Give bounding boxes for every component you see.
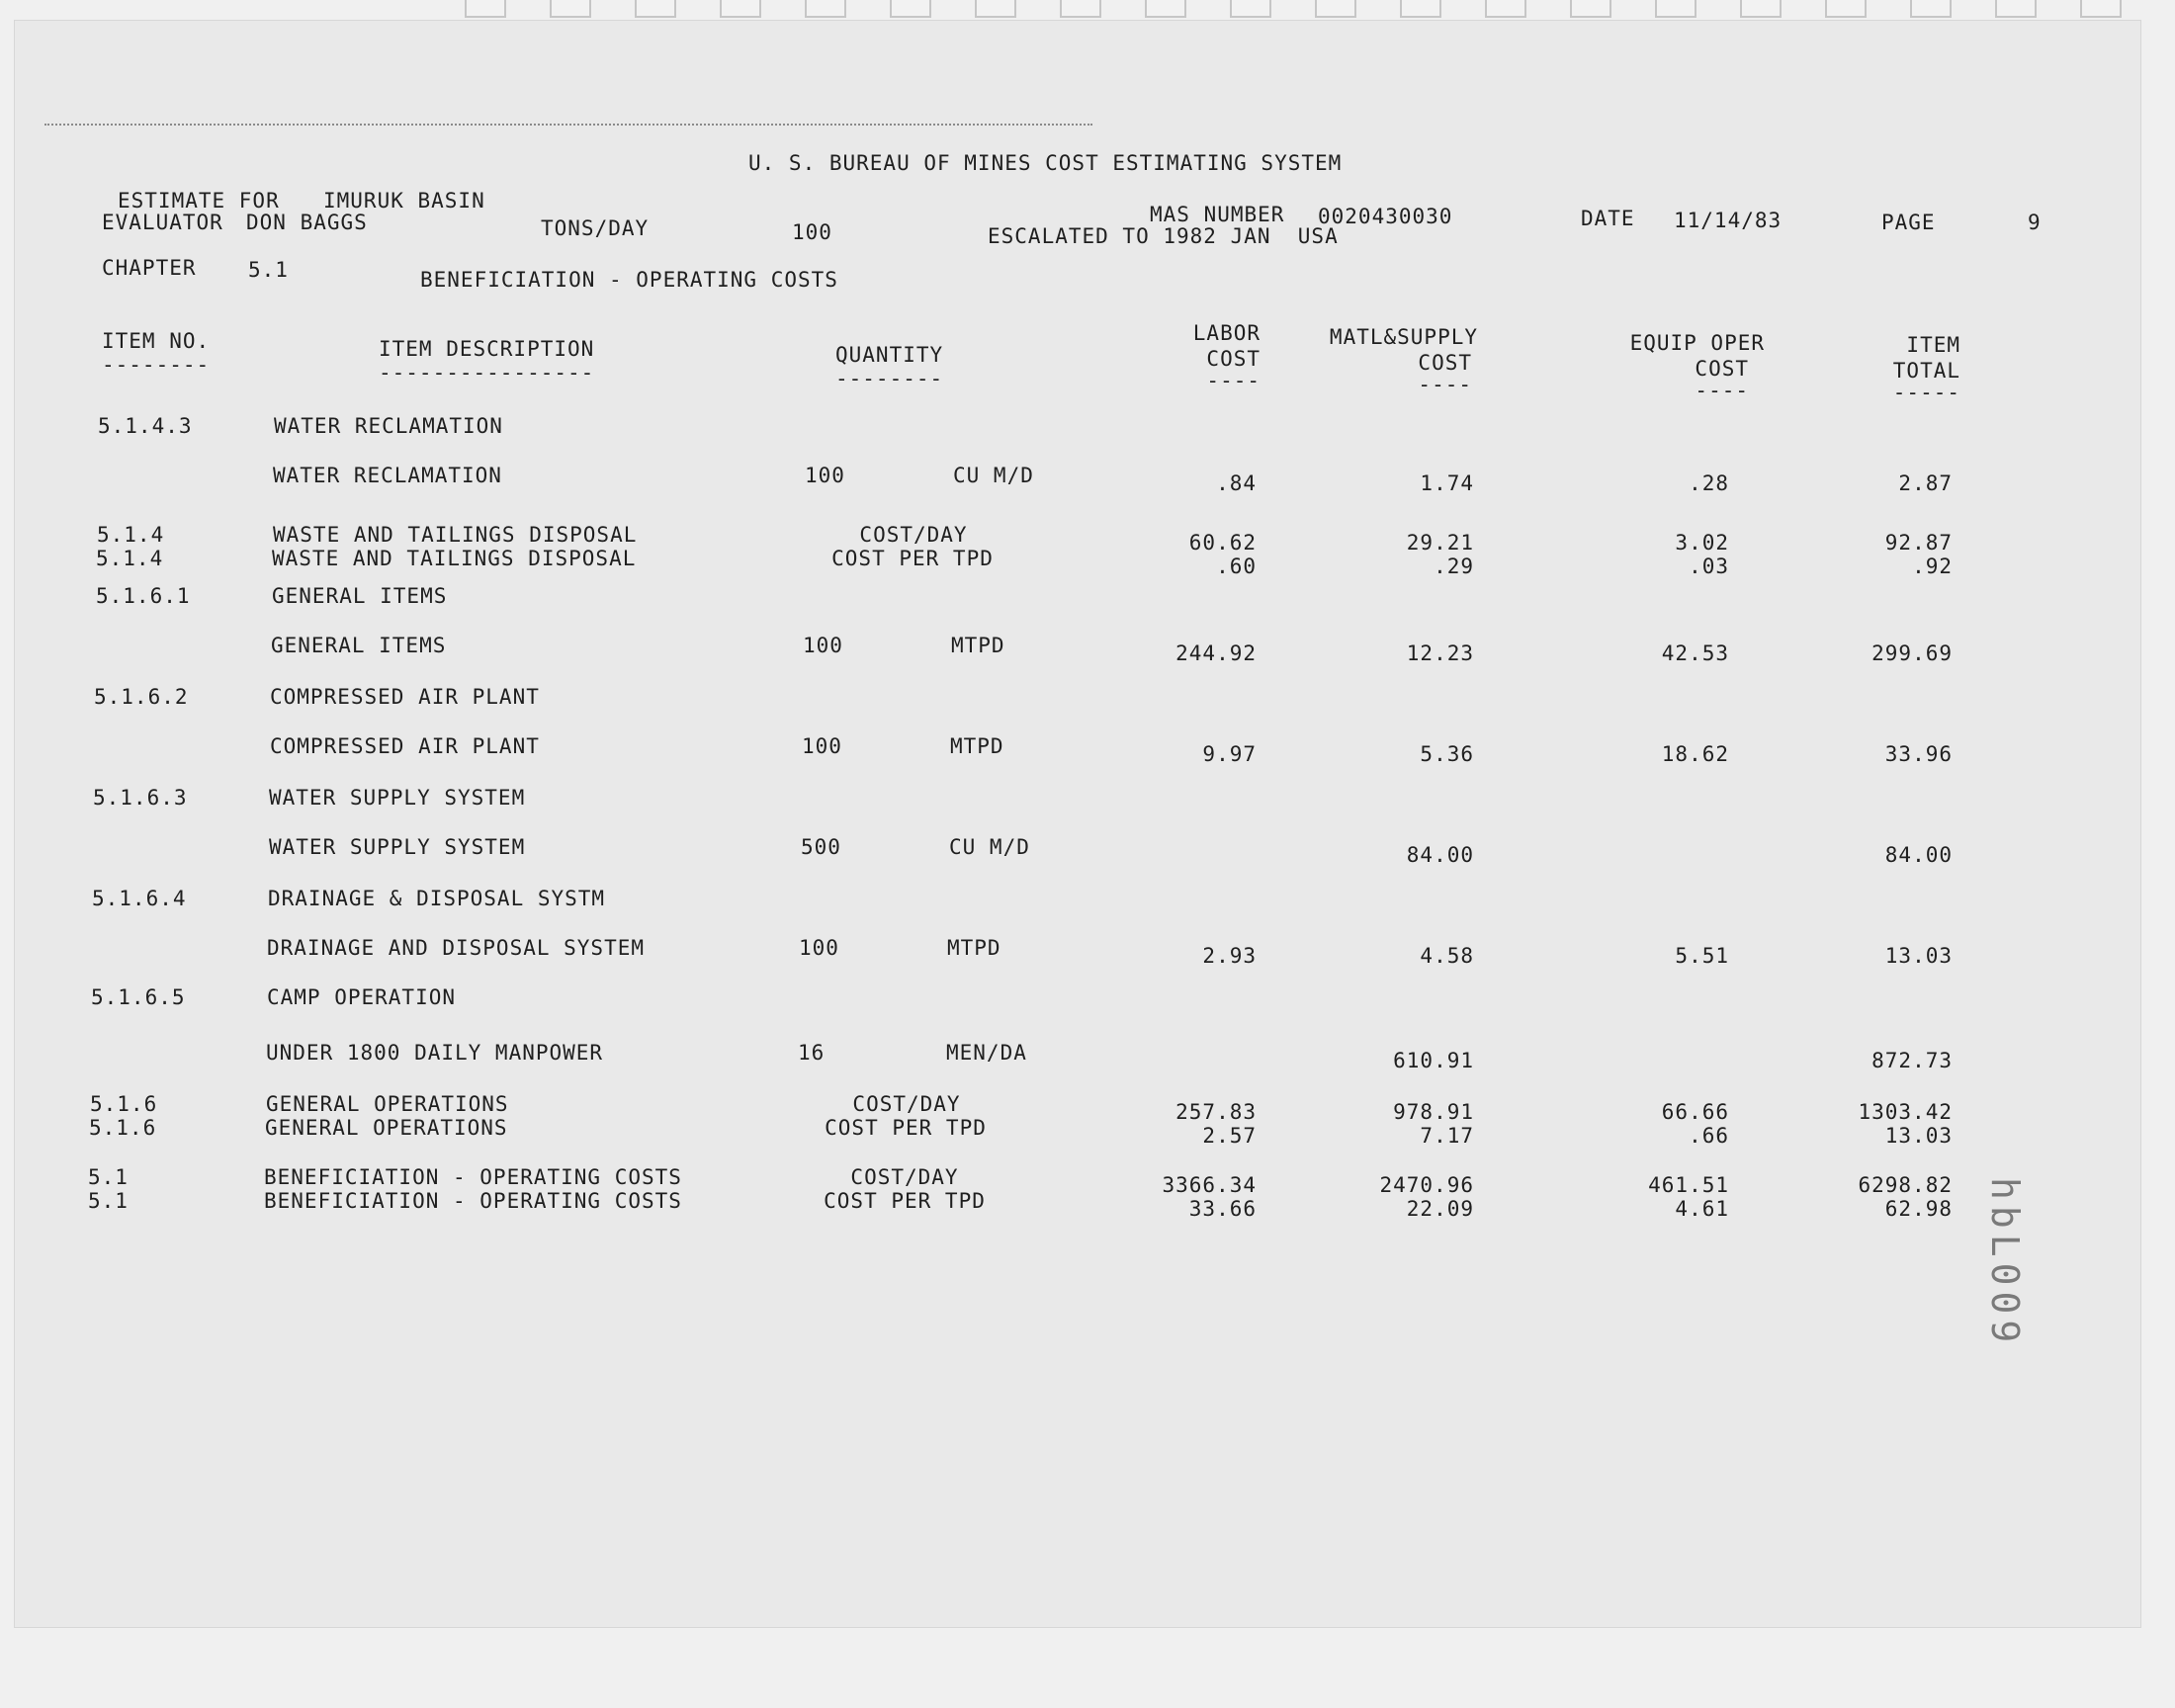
col-equip-line1: EQUIP OPER bbox=[1629, 331, 1765, 355]
quantity-value: 100 bbox=[802, 734, 842, 758]
labor-cost: 2.57 bbox=[1202, 1124, 1257, 1148]
feed-hole bbox=[2080, 0, 2122, 18]
material-supply-cost: 7.17 bbox=[1420, 1124, 1474, 1148]
item-description: DRAINAGE AND DISPOSAL SYSTEM bbox=[267, 936, 646, 960]
col-quantity-underline: -------- bbox=[835, 367, 944, 390]
item-description: BENEFICIATION - OPERATING COSTS bbox=[264, 1165, 682, 1189]
item-number: 5.1.4.3 bbox=[98, 414, 193, 438]
material-supply-cost: 29.21 bbox=[1406, 531, 1474, 555]
equipment-operating-cost: 42.53 bbox=[1661, 641, 1729, 665]
labor-cost: 3366.34 bbox=[1162, 1173, 1257, 1197]
date-value: 11/14/83 bbox=[1674, 209, 1783, 232]
labor-cost: 60.62 bbox=[1188, 531, 1257, 555]
col-matl-line2: COST bbox=[1418, 351, 1472, 375]
feed-hole bbox=[1570, 0, 1611, 18]
col-total-line2: TOTAL bbox=[1892, 359, 1960, 383]
feed-hole bbox=[1995, 0, 2037, 18]
labor-cost: 33.66 bbox=[1188, 1197, 1257, 1221]
quantity-unit: CU M/D bbox=[949, 835, 1030, 859]
quantity-unit: MEN/DA bbox=[946, 1041, 1027, 1065]
col-matl-underline: ---- bbox=[1418, 373, 1472, 396]
quantity-unit: MTPD bbox=[951, 634, 1005, 657]
equipment-operating-cost: 5.51 bbox=[1675, 944, 1729, 968]
material-supply-cost: 610.91 bbox=[1393, 1049, 1474, 1072]
quantity-value: 100 bbox=[805, 464, 845, 487]
material-supply-cost: 978.91 bbox=[1393, 1100, 1474, 1124]
item-number: 5.1 bbox=[88, 1165, 129, 1189]
item-total: 299.69 bbox=[1871, 641, 1953, 665]
item-total: .92 bbox=[1912, 555, 1953, 578]
col-total-underline: ----- bbox=[1892, 381, 1960, 404]
equipment-operating-cost: .66 bbox=[1689, 1124, 1729, 1148]
chapter-title: BENEFICIATION - OPERATING COSTS bbox=[420, 268, 838, 292]
equipment-operating-cost: 66.66 bbox=[1661, 1100, 1729, 1124]
quantity-basis: COST PER TPD bbox=[824, 1189, 986, 1213]
material-supply-cost: 22.09 bbox=[1406, 1197, 1474, 1221]
item-number: 5.1.6.1 bbox=[96, 584, 191, 608]
item-total: 1303.42 bbox=[1858, 1100, 1953, 1124]
item-number: 5.1.6.3 bbox=[93, 786, 188, 810]
feed-hole bbox=[1400, 0, 1441, 18]
quantity-unit: CU M/D bbox=[953, 464, 1034, 487]
material-supply-cost: .29 bbox=[1434, 555, 1474, 578]
feed-hole bbox=[1315, 0, 1356, 18]
page-label: PAGE bbox=[1881, 211, 1936, 234]
feed-hole bbox=[635, 0, 676, 18]
feed-hole bbox=[975, 0, 1016, 18]
feed-hole bbox=[1740, 0, 1782, 18]
quantity-basis: COST/DAY bbox=[859, 523, 968, 547]
col-equip-underline: ---- bbox=[1695, 379, 1749, 402]
item-description: GENERAL OPERATIONS bbox=[265, 1116, 508, 1140]
item-total: 2.87 bbox=[1898, 471, 1953, 495]
col-item-no: ITEM NO. bbox=[102, 329, 211, 353]
tractor-feed-holes bbox=[0, 0, 2175, 18]
item-number: 5.1.6.4 bbox=[92, 887, 187, 910]
chapter-label: CHAPTER bbox=[102, 256, 197, 280]
item-description: CAMP OPERATION bbox=[267, 985, 457, 1009]
quantity-value: 16 bbox=[798, 1041, 826, 1065]
material-supply-cost: 84.00 bbox=[1406, 843, 1474, 867]
feed-hole bbox=[1230, 0, 1271, 18]
escalated-note: ESCALATED TO 1982 JAN USA bbox=[988, 224, 1339, 248]
item-description: WATER SUPPLY SYSTEM bbox=[269, 786, 526, 810]
evaluator-value: DON BAGGS bbox=[246, 211, 368, 234]
item-description: WATER RECLAMATION bbox=[273, 464, 502, 487]
item-description: WATER SUPPLY SYSTEM bbox=[269, 835, 526, 859]
quantity-basis: COST PER TPD bbox=[825, 1116, 987, 1140]
chapter-number: 5.1 bbox=[248, 258, 289, 282]
labor-cost: 9.97 bbox=[1202, 742, 1257, 766]
item-description: DRAINAGE & DISPOSAL SYSTM bbox=[268, 887, 606, 910]
quantity-unit: MTPD bbox=[950, 734, 1004, 758]
item-total: 6298.82 bbox=[1858, 1173, 1953, 1197]
col-description-underline: ---------------- bbox=[379, 361, 595, 384]
item-number: 5.1.6.5 bbox=[91, 985, 186, 1009]
item-description: GENERAL OPERATIONS bbox=[266, 1092, 509, 1116]
feed-hole bbox=[1825, 0, 1867, 18]
estimate-label: ESTIMATE FOR bbox=[118, 189, 280, 213]
col-quantity: QUANTITY bbox=[835, 343, 944, 367]
labor-cost: 257.83 bbox=[1175, 1100, 1257, 1124]
item-description: WATER RECLAMATION bbox=[274, 414, 503, 438]
item-total: 84.00 bbox=[1884, 843, 1953, 867]
item-description: WASTE AND TAILINGS DISPOSAL bbox=[273, 523, 638, 547]
col-labor-line1: LABOR bbox=[1192, 321, 1261, 345]
col-labor-underline: ---- bbox=[1206, 369, 1261, 392]
equipment-operating-cost: 461.51 bbox=[1648, 1173, 1729, 1197]
date-label: DATE bbox=[1581, 207, 1635, 230]
equipment-operating-cost: .03 bbox=[1689, 555, 1729, 578]
item-description: GENERAL ITEMS bbox=[272, 584, 448, 608]
page-number: 9 bbox=[2028, 211, 2042, 234]
item-description: WASTE AND TAILINGS DISPOSAL bbox=[272, 547, 637, 570]
equipment-operating-cost: 18.62 bbox=[1661, 742, 1729, 766]
feed-hole bbox=[1060, 0, 1101, 18]
evaluator-label: EVALUATOR bbox=[102, 211, 223, 234]
feed-hole bbox=[550, 0, 591, 18]
item-number: 5.1.6 bbox=[89, 1116, 157, 1140]
quantity-unit: MTPD bbox=[947, 936, 1001, 960]
estimate-value: IMURUK BASIN bbox=[323, 189, 485, 213]
feed-hole bbox=[805, 0, 846, 18]
quantity-basis: COST/DAY bbox=[850, 1165, 959, 1189]
equipment-operating-cost: 3.02 bbox=[1675, 531, 1729, 555]
col-equip-line2: COST bbox=[1695, 357, 1749, 381]
col-labor-line2: COST bbox=[1206, 347, 1261, 371]
tons-value: 100 bbox=[792, 220, 832, 244]
item-description: BENEFICIATION - OPERATING COSTS bbox=[264, 1189, 682, 1213]
equipment-operating-cost: 4.61 bbox=[1675, 1197, 1729, 1221]
col-total-line1: ITEM bbox=[1906, 333, 1960, 357]
quantity-value: 100 bbox=[799, 936, 839, 960]
quantity-basis: COST/DAY bbox=[852, 1092, 961, 1116]
material-supply-cost: 2470.96 bbox=[1379, 1173, 1474, 1197]
labor-cost: 2.93 bbox=[1202, 944, 1257, 968]
material-supply-cost: 5.36 bbox=[1420, 742, 1474, 766]
mas-value: 0020430030 bbox=[1318, 205, 1453, 228]
col-description: ITEM DESCRIPTION bbox=[379, 337, 595, 361]
feed-hole bbox=[1910, 0, 1952, 18]
quantity-value: 500 bbox=[801, 835, 841, 859]
quantity-basis: COST PER TPD bbox=[831, 547, 994, 570]
item-number: 5.1.6.2 bbox=[94, 685, 189, 709]
equipment-operating-cost: .28 bbox=[1689, 471, 1729, 495]
mas-label: MAS NUMBER bbox=[1150, 203, 1285, 226]
microfilm-stamp: hbL009 bbox=[1983, 1177, 2027, 1349]
labor-cost: .60 bbox=[1216, 555, 1257, 578]
item-number: 5.1.4 bbox=[96, 547, 164, 570]
feed-hole bbox=[465, 0, 506, 18]
feed-hole bbox=[1485, 0, 1526, 18]
item-number: 5.1.6 bbox=[90, 1092, 158, 1116]
item-description: COMPRESSED AIR PLANT bbox=[270, 685, 540, 709]
item-total: 13.03 bbox=[1884, 1124, 1953, 1148]
material-supply-cost: 12.23 bbox=[1406, 641, 1474, 665]
item-total: 33.96 bbox=[1884, 742, 1953, 766]
item-total: 13.03 bbox=[1884, 944, 1953, 968]
printout-sheet bbox=[14, 20, 2141, 1628]
item-description: GENERAL ITEMS bbox=[271, 634, 447, 657]
item-description: COMPRESSED AIR PLANT bbox=[270, 734, 540, 758]
item-description: UNDER 1800 DAILY MANPOWER bbox=[266, 1041, 604, 1065]
item-total: 92.87 bbox=[1884, 531, 1953, 555]
feed-hole bbox=[1145, 0, 1186, 18]
labor-cost: 244.92 bbox=[1175, 641, 1257, 665]
feed-hole bbox=[1655, 0, 1696, 18]
item-total: 872.73 bbox=[1871, 1049, 1953, 1072]
item-number: 5.1.4 bbox=[97, 523, 165, 547]
feed-hole bbox=[890, 0, 931, 18]
quantity-value: 100 bbox=[803, 634, 843, 657]
item-total: 62.98 bbox=[1884, 1197, 1953, 1221]
labor-cost: .84 bbox=[1216, 471, 1257, 495]
col-matl-line1: MATL&SUPPLY bbox=[1329, 325, 1478, 349]
tons-label: TONS/DAY bbox=[541, 216, 650, 240]
col-item-no-underline: -------- bbox=[102, 353, 211, 377]
material-supply-cost: 4.58 bbox=[1420, 944, 1474, 968]
perforation-line bbox=[44, 124, 1092, 126]
feed-hole bbox=[720, 0, 761, 18]
system-title: U. S. BUREAU OF MINES COST ESTIMATING SYSTEM bbox=[748, 151, 1343, 175]
item-number: 5.1 bbox=[88, 1189, 129, 1213]
material-supply-cost: 1.74 bbox=[1420, 471, 1474, 495]
